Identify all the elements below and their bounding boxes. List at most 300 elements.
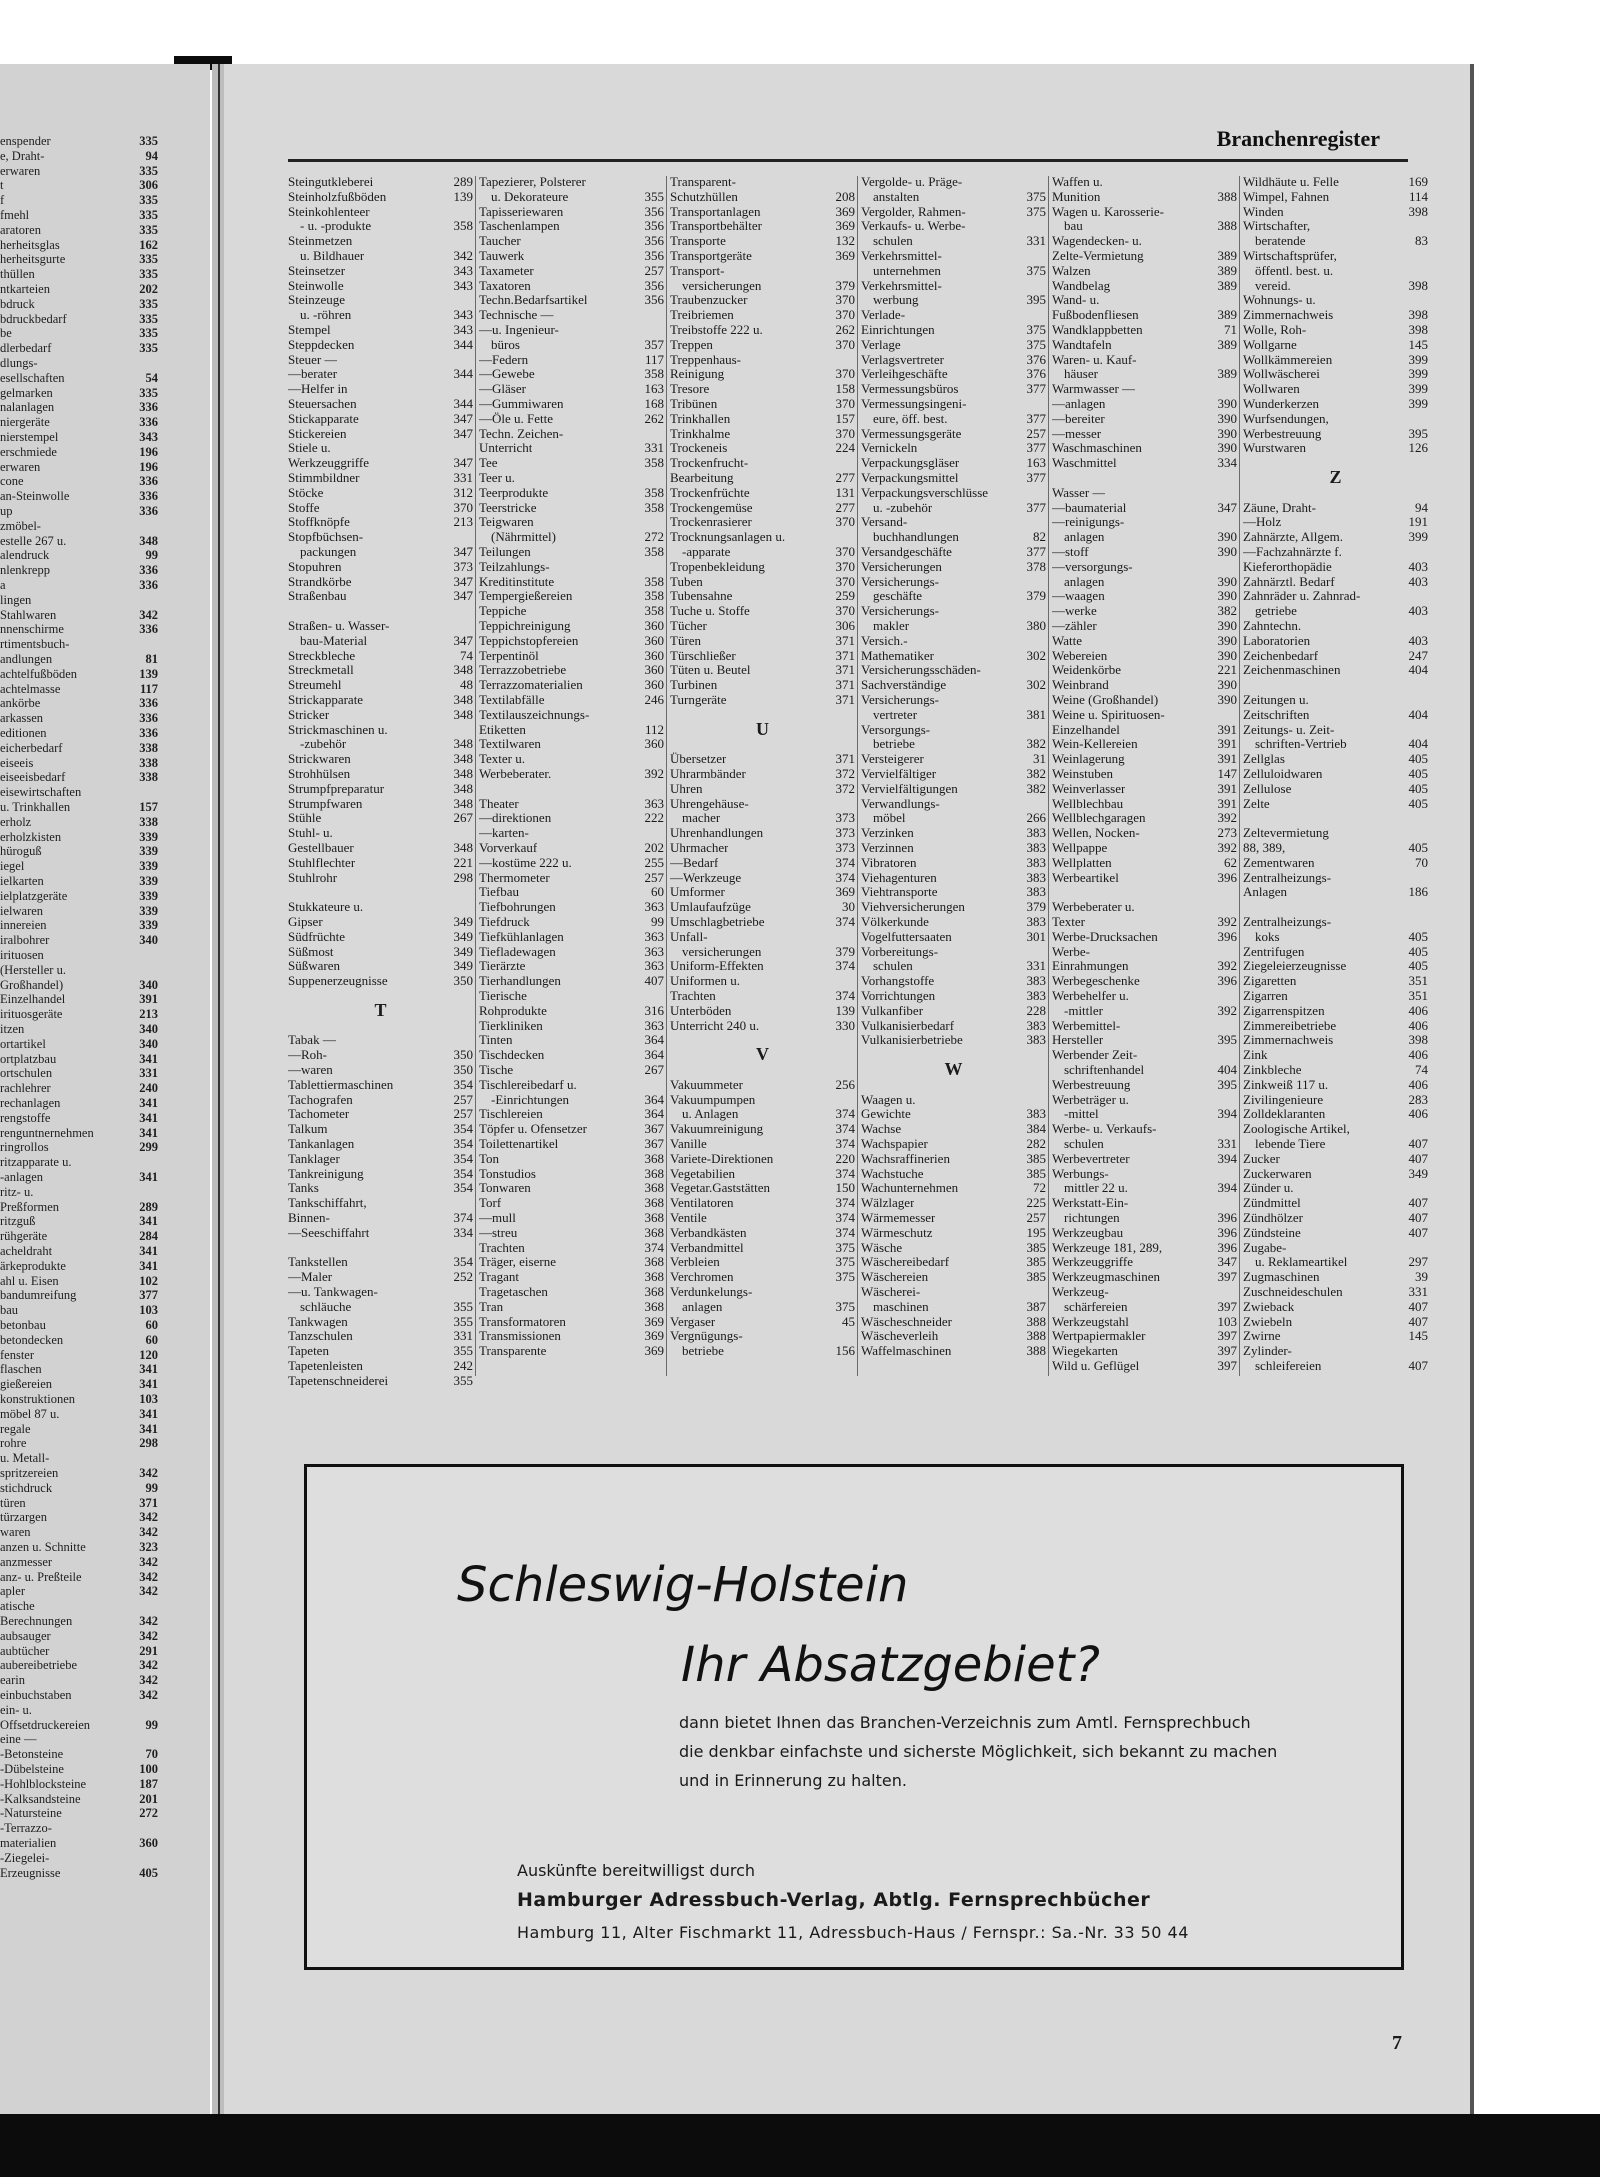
entry-page-ref: 277 <box>835 499 855 515</box>
entry-label: Suppenerzeugnisse <box>288 973 388 989</box>
index-entry <box>670 1032 855 1047</box>
entry-label: Wollkämmereien <box>1243 351 1333 367</box>
index-entry <box>861 263 1046 278</box>
page-edge <box>1470 64 1474 2114</box>
index-entry <box>288 1077 473 1092</box>
index-entry <box>670 322 855 337</box>
prev-entry-label: rohre <box>0 1436 27 1451</box>
index-entry <box>479 1240 664 1255</box>
entry-label: Zigarren <box>1243 988 1288 1003</box>
entry-page-ref: 405 <box>1408 943 1428 959</box>
prev-page-entry <box>0 1496 158 1511</box>
entry-label: Werbevertreter <box>1052 1150 1130 1166</box>
entry-label: Transport- <box>670 262 725 278</box>
index-entry <box>861 1328 1046 1343</box>
index-entry <box>1052 396 1237 411</box>
index-entry <box>1243 1284 1428 1299</box>
prev-entry-label: e, Draht- <box>0 148 45 163</box>
entry-page-ref: 390 <box>1217 396 1237 411</box>
prev-entry-page-ref: 340 <box>139 1022 158 1036</box>
entry-label: Teer u. <box>479 470 515 485</box>
prev-entry-label: erholzkisten <box>0 829 62 844</box>
index-entry <box>1052 1210 1237 1225</box>
entry-label: Vervielfältigungen <box>861 780 958 796</box>
entry-label: Turngeräte <box>670 692 727 707</box>
entry-label: Stempel <box>288 322 331 337</box>
entry-label: Tücher <box>670 618 707 633</box>
index-entry <box>1052 929 1237 944</box>
index-entry <box>1243 944 1428 959</box>
entry-label: Terrazzobetriebe <box>479 662 567 678</box>
entry-label: schulen <box>1064 1136 1104 1151</box>
index-entry <box>479 263 664 278</box>
entry-label: Gipser <box>288 914 323 929</box>
index-entry <box>1243 352 1428 367</box>
entry-label: Wagen u. Karosserie- <box>1052 203 1164 219</box>
prev-page-entry <box>0 667 158 682</box>
entry-page-ref: 358 <box>644 455 664 471</box>
entry-page-ref: 186 <box>1408 884 1428 900</box>
prev-page-entry <box>0 1274 158 1289</box>
entry-page-ref: 364 <box>644 1047 664 1063</box>
entry-label: Tubensahne <box>670 588 733 604</box>
prev-entry-label: rühgeräte <box>0 1229 48 1244</box>
index-entry <box>479 588 664 603</box>
prev-entry-label: erschmiede <box>0 444 57 459</box>
index-entry <box>479 1077 664 1092</box>
entry-page-ref: 375 <box>1026 262 1046 278</box>
index-entry <box>479 1018 664 1033</box>
prev-entry-page-ref: 102 <box>139 1273 158 1288</box>
column-divider <box>666 176 667 1376</box>
entry-page-ref: 163 <box>1026 455 1046 471</box>
entry-page-ref: 71 <box>1224 322 1237 337</box>
entry-label: Waschmittel <box>1052 455 1117 471</box>
index-entry <box>1052 973 1237 988</box>
index-entry <box>670 603 855 618</box>
entry-label: Wellpappe <box>1052 840 1108 855</box>
entry-label: Wild u. Geflügel <box>1052 1358 1140 1373</box>
index-entry <box>670 396 855 411</box>
entry-page-ref: 375 <box>835 1298 855 1314</box>
entry-label: Versicherungs- <box>861 573 939 589</box>
index-entry <box>288 1254 473 1269</box>
entry-label: schärfereien <box>1064 1298 1128 1314</box>
entry-page-ref: 334 <box>1217 455 1237 471</box>
prev-entry-page-ref: 341 <box>139 1214 158 1229</box>
entry-page-ref: 282 <box>1026 1136 1046 1151</box>
index-entry <box>670 1166 855 1181</box>
entry-page-ref: 391 <box>1217 751 1237 767</box>
index-entry <box>479 1284 664 1299</box>
prev-entry-page-ref: 289 <box>139 1199 158 1214</box>
entry-label: Talkum <box>288 1121 328 1137</box>
index-column-1 <box>288 174 473 1474</box>
entry-label: schriften-Vertrieb <box>1255 736 1347 752</box>
entry-label: Werbegeschenke <box>1052 973 1140 989</box>
index-entry <box>479 944 664 959</box>
entry-page-ref: 378 <box>1026 558 1046 574</box>
index-entry <box>479 1121 664 1136</box>
index-entry <box>1052 1284 1237 1299</box>
prev-page-entry <box>0 1022 158 1037</box>
entry-label: Uhren <box>670 780 703 796</box>
index-entry <box>1243 559 1428 574</box>
entry-page-ref: 349 <box>453 958 473 974</box>
entry-page-ref: 103 <box>1217 1313 1237 1329</box>
index-entry <box>1052 248 1237 263</box>
entry-label: Waffen u. <box>1052 174 1103 189</box>
index-entry <box>288 796 473 811</box>
prev-page-entry <box>0 371 158 386</box>
prev-entry-page-ref: 342 <box>139 1569 158 1584</box>
prev-entry-label: fenster <box>0 1347 35 1362</box>
entry-label: betriebe <box>873 736 915 752</box>
index-entry <box>861 174 1046 189</box>
index-entry <box>479 559 664 574</box>
index-entry <box>670 722 855 737</box>
entry-label: büros <box>491 336 520 352</box>
entry-label: Uniform-Effekten <box>670 958 764 974</box>
entry-label: Werbe- u. Verkaufs- <box>1052 1121 1157 1137</box>
entry-page-ref: 349 <box>453 943 473 959</box>
entry-page-ref: 371 <box>835 692 855 707</box>
prev-entry-page-ref: 341 <box>139 1406 158 1421</box>
index-entry <box>479 603 664 618</box>
index-entry <box>861 559 1046 574</box>
entry-page-ref: 377 <box>1026 544 1046 559</box>
entry-page-ref: 259 <box>835 588 855 604</box>
entry-label: Hersteller <box>1052 1032 1104 1048</box>
entry-label: mittler 22 u. <box>1064 1180 1128 1196</box>
entry-label: packungen <box>300 544 357 559</box>
index-entry <box>670 440 855 455</box>
entry-label: Tuben <box>670 573 703 589</box>
prev-entry-page-ref: 335 <box>139 267 158 282</box>
entry-page-ref: 368 <box>644 1284 664 1299</box>
prev-entry-label: eiseeisbedarf <box>0 770 66 785</box>
prev-page-entry <box>0 1096 158 1111</box>
prev-page-entry <box>0 400 158 415</box>
prev-page-entry <box>0 1377 158 1392</box>
entry-page-ref: 358 <box>644 544 664 559</box>
entry-label: Werbungs- <box>1052 1165 1109 1181</box>
entry-page-ref: 342 <box>453 248 473 263</box>
index-entry <box>861 1180 1046 1195</box>
entry-label: Vorbereitungs- <box>861 943 939 959</box>
index-entry <box>1243 1032 1428 1047</box>
index-column-6 <box>1243 174 1428 1474</box>
index-entry <box>861 870 1046 885</box>
prev-entry-page-ref: 335 <box>139 326 158 341</box>
prev-page-entry <box>0 1303 158 1318</box>
ad-publisher: Hamburger Adressbuch-Verlag, Abtlg. Fernsprechbücher <box>517 1889 1151 1911</box>
prev-entry-label: materialien <box>0 1836 57 1850</box>
index-entry <box>288 174 473 189</box>
entry-page-ref: 163 <box>644 381 664 397</box>
entry-label: Taschenlampen <box>479 218 560 234</box>
entry-page-ref: 374 <box>835 958 855 974</box>
prev-page-entry <box>0 1644 158 1659</box>
entry-page-ref: 72 <box>1033 1180 1046 1196</box>
ad-body-line-2: die denkbar einfachste und sicherste Möglichkeit, sich bekannt zu machen <box>679 1742 1278 1761</box>
entry-page-ref: 383 <box>1026 884 1046 900</box>
entry-page-ref: 277 <box>835 470 855 485</box>
entry-label: Wellblechgaragen <box>1052 810 1146 826</box>
entry-label: Wand- u. <box>1052 292 1100 308</box>
entry-page-ref: 406 <box>1408 1047 1428 1063</box>
prev-page-entry <box>0 1540 158 1555</box>
entry-label: Stickapparate <box>288 410 359 426</box>
prev-entry-label: betondecken <box>0 1332 64 1347</box>
entry-label: Zigaretten <box>1243 973 1297 989</box>
entry-label: Texter u. <box>479 751 526 767</box>
prev-entry-label: eiseeis <box>0 755 34 770</box>
index-entry <box>479 1180 664 1195</box>
entry-page-ref: 396 <box>1217 973 1237 989</box>
entry-page-ref: 404 <box>1408 706 1428 722</box>
index-entry <box>1243 958 1428 973</box>
entry-label: Verpackungsmittel <box>861 470 959 485</box>
entry-page-ref: 403 <box>1408 603 1428 619</box>
prev-entry-page-ref: 284 <box>139 1229 158 1244</box>
entry-page-ref: 399 <box>1408 529 1428 545</box>
entry-label: Tragetaschen <box>479 1284 548 1299</box>
index-entry <box>861 810 1046 825</box>
prev-page-entry <box>0 238 158 253</box>
prev-entry-page-ref: 342 <box>139 1554 158 1569</box>
index-entry <box>288 1269 473 1284</box>
prev-entry-label: möbel 87 u. <box>0 1406 60 1421</box>
entry-label: Werkzeuggriffe <box>1052 1254 1134 1270</box>
prev-entry-label: achtelmasse <box>0 681 61 696</box>
prev-page-entry <box>0 1111 158 1126</box>
index-entry <box>288 1373 473 1388</box>
index-entry <box>670 648 855 663</box>
prev-entry-label: erholz <box>0 814 32 829</box>
entry-page-ref: 358 <box>453 218 473 234</box>
index-entry <box>288 1062 473 1077</box>
entry-page-ref: 371 <box>835 647 855 663</box>
entry-page-ref: 394 <box>1217 1150 1237 1166</box>
entry-page-ref: 354 <box>453 1121 473 1137</box>
entry-page-ref: 157 <box>835 410 855 426</box>
prev-entry-label: -Dübelsteine <box>0 1762 64 1776</box>
index-entry <box>1052 440 1237 455</box>
prev-entry-page-ref: 342 <box>139 1584 158 1599</box>
prev-entry-label: ritzguß <box>0 1214 36 1229</box>
index-entry <box>1052 352 1237 367</box>
index-entry <box>861 1254 1046 1269</box>
entry-label: Vegetabilien <box>670 1165 735 1181</box>
index-entry <box>288 1240 473 1255</box>
index-entry <box>1052 1225 1237 1240</box>
index-entry <box>1243 870 1428 885</box>
scan-right-bar <box>1474 64 1600 2114</box>
entry-page-ref: 398 <box>1408 203 1428 219</box>
entry-page-ref: 370 <box>835 292 855 308</box>
entry-page-ref: 403 <box>1408 632 1428 648</box>
entry-page-ref: 360 <box>644 632 664 648</box>
index-entry <box>861 337 1046 352</box>
prev-page-entry <box>0 608 158 623</box>
entry-label: Tresore <box>670 381 710 397</box>
entry-label: Tabak — <box>288 1032 336 1048</box>
index-entry <box>670 1121 855 1136</box>
entry-page-ref: 347 <box>453 544 473 559</box>
entry-label: Transparent- <box>670 174 736 189</box>
index-entry <box>479 1254 664 1269</box>
prev-entry-page-ref: 341 <box>139 1362 158 1377</box>
prev-page-entry <box>0 548 158 563</box>
entry-page-ref: 354 <box>453 1180 473 1196</box>
entry-label: —berater <box>288 366 338 382</box>
entry-label: Fußbodenfliesen <box>1052 307 1139 323</box>
index-entry <box>479 292 664 307</box>
index-entry <box>1243 810 1428 825</box>
index-entry <box>1243 1003 1428 1018</box>
index-entry <box>479 500 664 515</box>
prev-entry-label: irituosgeräte <box>0 1007 63 1022</box>
entry-label: —Gläser <box>479 381 526 397</box>
section-letter: W <box>944 1062 963 1077</box>
entry-label: Werbeberater u. <box>1052 899 1135 915</box>
entry-label: Wachspapier <box>861 1136 928 1151</box>
entry-label: Tragant <box>479 1269 519 1285</box>
index-entry <box>861 233 1046 248</box>
index-entry <box>288 662 473 677</box>
entry-page-ref: 348 <box>453 840 473 855</box>
entry-page-ref: 380 <box>1026 618 1046 633</box>
index-entry <box>288 855 473 870</box>
index-entry <box>670 189 855 204</box>
prev-entry-page-ref: 339 <box>139 829 158 844</box>
prev-entry-page-ref: 405 <box>139 1865 158 1880</box>
entry-page-ref: 385 <box>1026 1269 1046 1285</box>
entry-label: Zeltevermietung <box>1243 825 1329 841</box>
prev-entry-page-ref: 240 <box>139 1081 158 1096</box>
entry-label: Strickapparate <box>288 692 364 707</box>
index-entry <box>1052 1240 1237 1255</box>
prev-entry-page-ref: 213 <box>139 1007 158 1022</box>
prev-entry-page-ref: 139 <box>139 666 158 681</box>
index-entry <box>1243 218 1428 233</box>
entry-page-ref: 126 <box>1408 440 1428 456</box>
entry-label: Völkerkunde <box>861 914 929 929</box>
entry-label: Vorrichtungen <box>861 988 936 1003</box>
prev-page-entry <box>0 1718 158 1733</box>
index-entry <box>1052 633 1237 648</box>
prev-entry-page-ref: 339 <box>139 888 158 903</box>
entry-label: -mittel <box>1064 1106 1099 1122</box>
entry-label: Zinkweiß 117 u. <box>1243 1076 1329 1092</box>
prev-entry-page-ref: 339 <box>139 844 158 859</box>
entry-page-ref: 371 <box>835 662 855 678</box>
entry-page-ref: 360 <box>644 662 664 678</box>
index-entry <box>670 559 855 574</box>
index-entry <box>670 618 855 633</box>
entry-label: Vergolder, Rahmen- <box>861 203 966 219</box>
index-entry <box>1243 514 1428 529</box>
prev-entry-page-ref: 338 <box>139 740 158 755</box>
prev-entry-page-ref: 391 <box>139 992 158 1007</box>
entry-label: Wertpapiermakler <box>1052 1328 1146 1344</box>
prev-entry-page-ref: 341 <box>139 1244 158 1258</box>
index-entry <box>861 485 1046 500</box>
entry-page-ref: 374 <box>835 854 855 870</box>
prev-entry-page-ref: 202 <box>139 282 158 296</box>
index-entry <box>1052 1269 1237 1284</box>
prev-page-entry <box>0 1200 158 1215</box>
entry-page-ref: 379 <box>1026 588 1046 604</box>
entry-page-ref: 373 <box>835 810 855 826</box>
entry-label: Trockengemüse <box>670 499 753 515</box>
entry-page-ref: 360 <box>644 618 664 633</box>
entry-page-ref: 403 <box>1408 573 1428 589</box>
index-entry <box>1052 899 1237 914</box>
entry-page-ref: 390 <box>1217 544 1237 559</box>
entry-page-ref: 373 <box>835 840 855 855</box>
index-entry <box>1243 366 1428 381</box>
index-entry <box>861 781 1046 796</box>
entry-page-ref: 370 <box>835 573 855 589</box>
entry-label: Übersetzer <box>670 751 727 767</box>
index-entry <box>1052 559 1237 574</box>
entry-label: Ventilatoren <box>670 1195 734 1211</box>
prev-page-entry <box>0 178 158 193</box>
entry-label: Zylinder- <box>1243 1343 1292 1359</box>
index-entry <box>288 1314 473 1329</box>
prev-entry-page-ref: 103 <box>139 1303 158 1318</box>
index-entry <box>1052 1180 1237 1195</box>
prev-entry-label: u. Metall- <box>0 1451 50 1466</box>
prev-entry-page-ref: 342 <box>139 1658 158 1673</box>
index-entry <box>670 204 855 219</box>
index-entry <box>861 1121 1046 1136</box>
index-entry <box>479 544 664 559</box>
entry-label: Treppenhaus- <box>670 351 742 367</box>
entry-page-ref: 397 <box>1217 1269 1237 1285</box>
entry-page-ref: 370 <box>835 558 855 574</box>
entry-page-ref: 385 <box>1026 1165 1046 1181</box>
entry-page-ref: 374 <box>835 914 855 929</box>
index-entry <box>1243 1151 1428 1166</box>
entry-label: Ziegeleierzeugnisse <box>1243 958 1347 974</box>
entry-page-ref: 405 <box>1408 766 1428 781</box>
index-entry <box>479 618 664 633</box>
entry-page-ref: 356 <box>644 233 664 249</box>
entry-label: Waffelmaschinen <box>861 1343 952 1359</box>
entry-label: Tempergießereien <box>479 588 573 604</box>
entry-page-ref: 394 <box>1217 1106 1237 1122</box>
prev-entry-page-ref: 336 <box>139 474 158 489</box>
prev-entry-page-ref: 335 <box>139 193 158 208</box>
prev-entry-label: ielplatzgeräte <box>0 888 68 903</box>
prev-page-entry <box>0 1140 158 1155</box>
index-entry <box>861 825 1046 840</box>
entry-page-ref: 70 <box>1415 854 1428 870</box>
index-entry <box>861 914 1046 929</box>
section-letter: Z <box>1329 470 1342 485</box>
prev-entry-label: Erzeugnisse <box>0 1865 61 1880</box>
entry-page-ref: 383 <box>1026 854 1046 870</box>
index-entry <box>1052 751 1237 766</box>
index-entry <box>288 322 473 337</box>
index-entry <box>288 707 473 722</box>
index-entry <box>288 899 473 914</box>
entry-label: Tische <box>479 1062 514 1077</box>
entry-page-ref: 256 <box>835 1076 855 1092</box>
